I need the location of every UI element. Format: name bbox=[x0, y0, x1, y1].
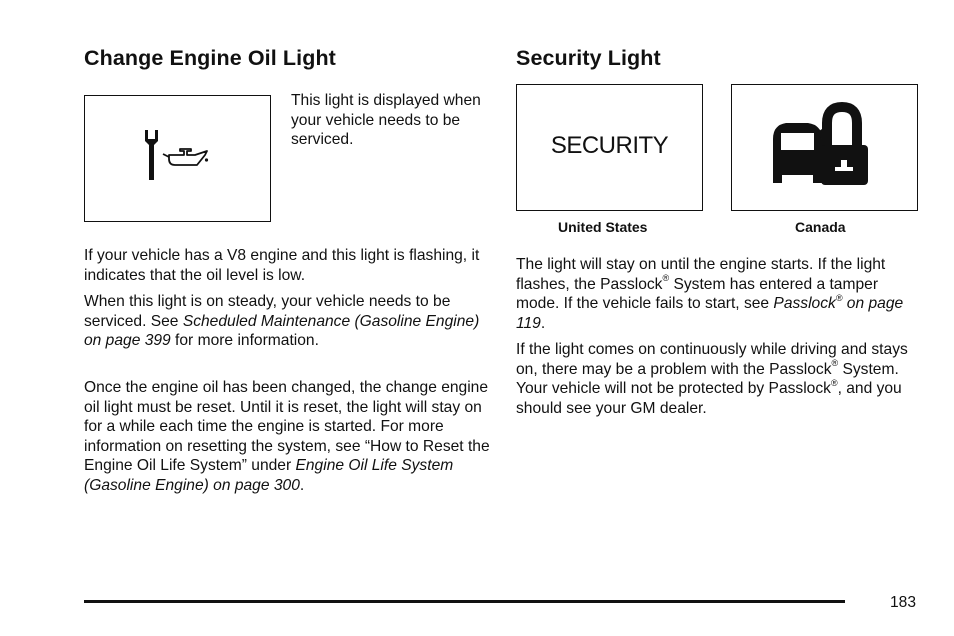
passlock-reference: Passlock® on page 119 bbox=[516, 292, 904, 332]
security-symbol-text: SECURITY bbox=[550, 132, 669, 159]
scheduled-maintenance-reference: Scheduled Maintenance (Gasoline Engine) on page 399 bbox=[84, 312, 480, 349]
footer-rule bbox=[84, 600, 845, 603]
oil-light-paragraph-3: Once the engine oil has been changed, the change engine oil light must be reset. Until it is reset, the light will stay on for a while each time the engine is started. For more information on resetting the system, see “How to Reset the Engine Oil Life System” under Engine Oil Life System (Gasoline Engine) on page 300. bbox=[84, 379, 490, 494]
oil-light-symbol-box bbox=[84, 95, 271, 222]
canada-security-symbol-box bbox=[731, 84, 918, 211]
wrench-oil-can-icon bbox=[83, 94, 270, 221]
vehicle-padlock-icon bbox=[730, 83, 917, 210]
us-security-symbol-box bbox=[516, 84, 703, 211]
canada-caption: Canada bbox=[795, 219, 846, 235]
security-paragraph-1: The light will stay on until the engine starts. If the light flashes, the Passlock® System has entered a tamper mode. If the vehicle fails to start, see Passlock® on page 119. bbox=[516, 256, 904, 332]
oil-light-side-text: This light is displayed when your vehicle needs to be serviced. bbox=[291, 92, 481, 148]
engine-oil-life-reference: Engine Oil Life System (Gasoline Engine) on page 300 bbox=[84, 457, 454, 494]
security-light-heading: Security Light bbox=[516, 46, 661, 70]
oil-light-paragraph-1: If your vehicle has a V8 engine and this light is flashing, it indicates that the oil level is low. bbox=[84, 247, 480, 284]
oil-light-paragraph-2: When this light is on steady, your vehicle needs to be serviced. See Scheduled Maintenance (Gasoline Engine) on page 399 for more information. bbox=[84, 293, 480, 349]
security-paragraph-2: If the light comes on continuously while driving and stays on, there may be a problem with the Passlock® System. Your vehicle will not be protected by Passlock®, and you should see your GM dealer. bbox=[516, 341, 908, 417]
page-number: 183 bbox=[890, 594, 917, 611]
us-caption: United States bbox=[558, 219, 648, 235]
change-engine-oil-heading: Change Engine Oil Light bbox=[84, 46, 336, 70]
